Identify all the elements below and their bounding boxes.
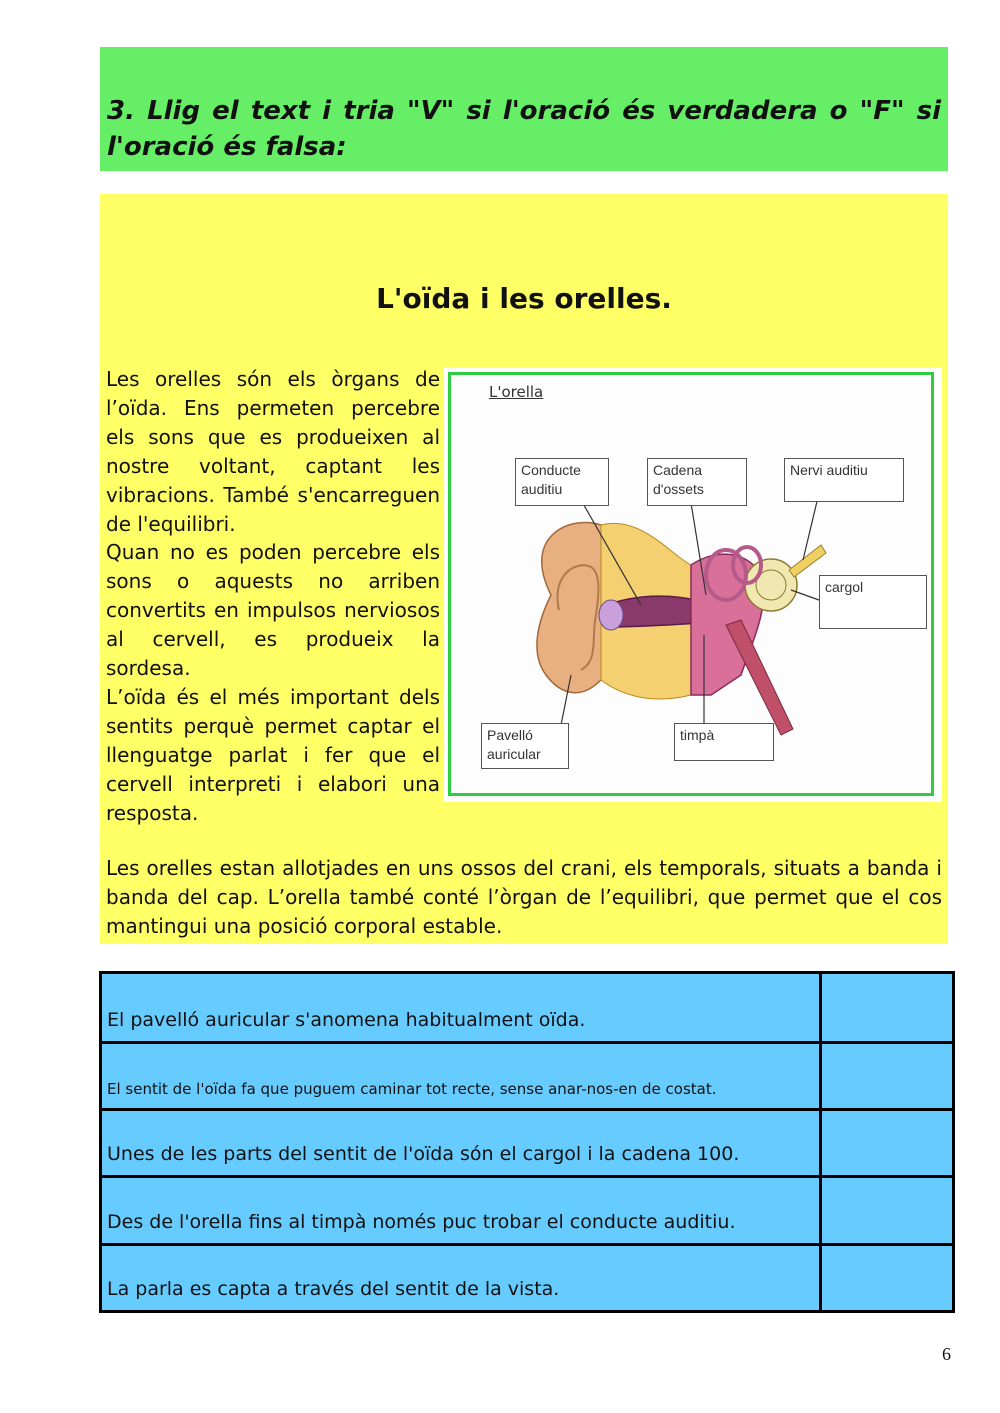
label-ear-canal: Conducte auditiu bbox=[515, 458, 609, 506]
statement-text: El sentit de l'oïda fa que puguem caminar tot recte, sense anar-nos-en de costat. bbox=[102, 1044, 822, 1108]
answer-cell[interactable] bbox=[822, 974, 952, 1041]
true-false-table bbox=[99, 971, 955, 1313]
reading-paragraph-1: Les orelles són els òrgans de l’oïda. Ens permeten percebre els sons que es produeixen al nostre voltant, captant les vibracions. També s'encarreguen de l'equilibri. bbox=[106, 367, 440, 536]
table-row bbox=[102, 1178, 952, 1246]
label-auditory-nerve: Nervi auditiu bbox=[784, 458, 904, 502]
table-row bbox=[102, 974, 952, 1044]
instruction-text: 3. Llig el text i tria "V" si l'oració és verdadera o "F" si l'oració és falsa: bbox=[107, 96, 941, 162]
label-ossicles: Cadena d'ossets bbox=[647, 458, 747, 506]
table-row bbox=[102, 1044, 952, 1111]
statement-text: Des de l'orella fins al timpà només puc trobar el conducte auditiu. bbox=[102, 1178, 822, 1243]
answer-cell[interactable] bbox=[822, 1044, 952, 1108]
answer-cell[interactable] bbox=[822, 1246, 952, 1310]
reading-paragraph-4: Les orelles estan allotjades en uns ossos del crani, els temporals, situats a banda i banda del cap. L’orella també conté l’òrgan de l’equilibri, que permet que el cos mantingui una posició corporal estable. bbox=[106, 856, 942, 938]
table-row bbox=[102, 1246, 952, 1310]
reading-paragraph-2: Quan no es poden percebre els sons o aquests no arriben convertits en impulsos nerviosos al cervell, es produeix la sordesa. bbox=[106, 540, 440, 681]
statement-text: El pavelló auricular s'anomena habitualment oïda. bbox=[102, 974, 822, 1041]
ear-diagram-title: L'orella bbox=[489, 383, 544, 401]
table-row bbox=[102, 1111, 952, 1178]
ear-diagram-frame bbox=[448, 372, 934, 796]
label-pinna: Pavelló auricular bbox=[481, 723, 569, 769]
statement-text: Unes de les parts del sentit de l'oïda són el cargol i la cadena 100. bbox=[102, 1111, 822, 1175]
answer-cell[interactable] bbox=[822, 1111, 952, 1175]
instruction-box bbox=[100, 47, 948, 171]
statement-text: La parla es capta a través del sentit de la vista. bbox=[102, 1246, 822, 1310]
label-cochlea: cargol bbox=[819, 575, 927, 629]
reading-title: L'oïda i les orelles. bbox=[376, 282, 672, 315]
reading-box bbox=[100, 194, 948, 944]
reading-text-column bbox=[106, 365, 440, 828]
answer-cell[interactable] bbox=[822, 1178, 952, 1243]
reading-paragraph-3: L’oïda és el més important dels sentits perquè permet captar el llenguatge parlat i fer que el cervell interpreti i elabori una resposta. bbox=[106, 684, 440, 825]
label-eardrum: timpà bbox=[674, 723, 774, 761]
page-number: 6 bbox=[942, 1344, 951, 1364]
ear-diagram bbox=[444, 368, 942, 802]
